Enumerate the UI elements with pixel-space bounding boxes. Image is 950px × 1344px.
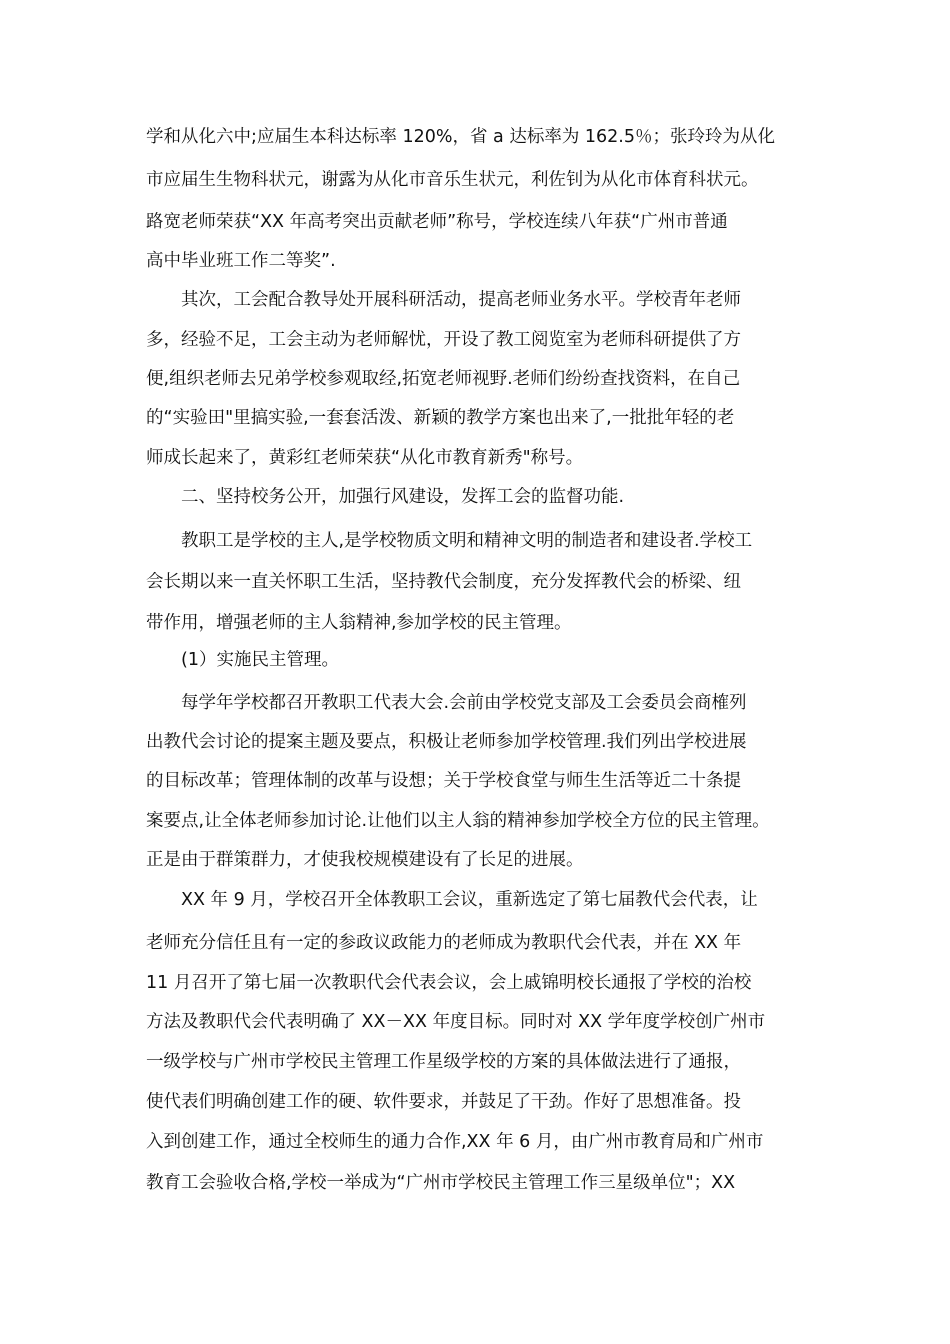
text-line: 教育工会验收合格,学校一举成为“广州市学校民主管理工作三星级单位"；XX — [146, 1173, 736, 1193]
paragraph-first-line: XX 年 9 月，学校召开全体教职工会议，重新选定了第七届教代会代表，让 — [181, 890, 758, 910]
text-line: 的目标改革；管理体制的改革与设想；关于学校食堂与师生生活等近二十条提 — [146, 771, 741, 791]
text-line: 11 月召开了第七届一次教职代会代表会议，会上戚锦明校长通报了学校的治校 — [146, 973, 752, 993]
text-line: 正是由于群策群力，才使我校规模建设有了长足的进展。 — [146, 850, 584, 870]
text-line: 带作用，增强老师的主人翁精神,参加学校的民主管理。 — [146, 613, 572, 633]
text-line: 的“实验田"里搞实验,一套套活泼、新颖的教学方案也出来了,一批批年轻的老 — [146, 408, 735, 428]
paragraph-first-line: 其次，工会配合教导处开展科研活动，提高老师业务水平。学校青年老师 — [181, 290, 741, 310]
text-line: 使代表们明确创建工作的硬、软件要求，并鼓足了干劲。作好了思想准备。投 — [146, 1092, 741, 1112]
text-line: 老师充分信任且有一定的参政议政能力的老师成为教职代会代表，并在 XX 年 — [146, 933, 742, 953]
text-line: 案要点,让全体老师参加讨论.让他们以主人翁的精神参加学校全方位的民主管理。 — [146, 811, 770, 831]
text-line: 一级学校与广州市学校民主管理工作星级学校的方案的具体做法进行了通报， — [146, 1052, 741, 1072]
text-line: 出教代会讨论的提案主题及要点，积极让老师参加学校管理.我们列出学校进展 — [146, 732, 747, 752]
section-heading: 二、坚持校务公开，加强行风建设，发挥工会的监督功能. — [181, 487, 625, 507]
text-line: 方法及教职代会代表明确了 XX－XX 年度目标。同时对 XX 学年度学校创广州市 — [146, 1012, 766, 1032]
paragraph-first-line: 每学年学校都召开教职工代表大会.会前由学校党支部及工会委员会商榷列 — [181, 693, 747, 713]
text-line: 多，经验不足，工会主动为老师解忧，开设了教工阅览室为老师科研提供了方 — [146, 330, 741, 350]
text-line: 入到创建工作，通过全校师生的通力合作,XX 年 6 月，由广州市教育局和广州市 — [146, 1132, 764, 1152]
text-line: 路宽老师荣获“XX 年高考突出贡献老师”称号，学校连续八年获“广州市普通 — [146, 212, 728, 232]
text-line: 市应届生生物科状元，谢露为从化市音乐生状元，利佐钊为从化市体育科状元。 — [146, 170, 759, 190]
paragraph-first-line: 教职工是学校的主人,是学校物质文明和精神文明的制造者和建设者.学校工 — [181, 531, 753, 551]
text-line: 会长期以来一直关怀职工生活，坚持教代会制度，充分发挥教代会的桥梁、纽 — [146, 572, 741, 592]
text-line: 师成长起来了，黄彩红老师荣获“从化市教育新秀"称号。 — [146, 448, 584, 468]
text-line: 学和从化六中;应届生本科达标率 120%，省 a 达标率为 162.5％；张玲玲为从化 — [146, 127, 775, 147]
text-line: 便,组织老师去兄弟学校参观取经,拓宽老师视野.老师们纷纷查找资料，在自己 — [146, 369, 741, 389]
text-line: 高中毕业班工作二等奖”. — [146, 251, 336, 271]
subsection-heading: (1）实施民主管理。 — [181, 650, 339, 670]
